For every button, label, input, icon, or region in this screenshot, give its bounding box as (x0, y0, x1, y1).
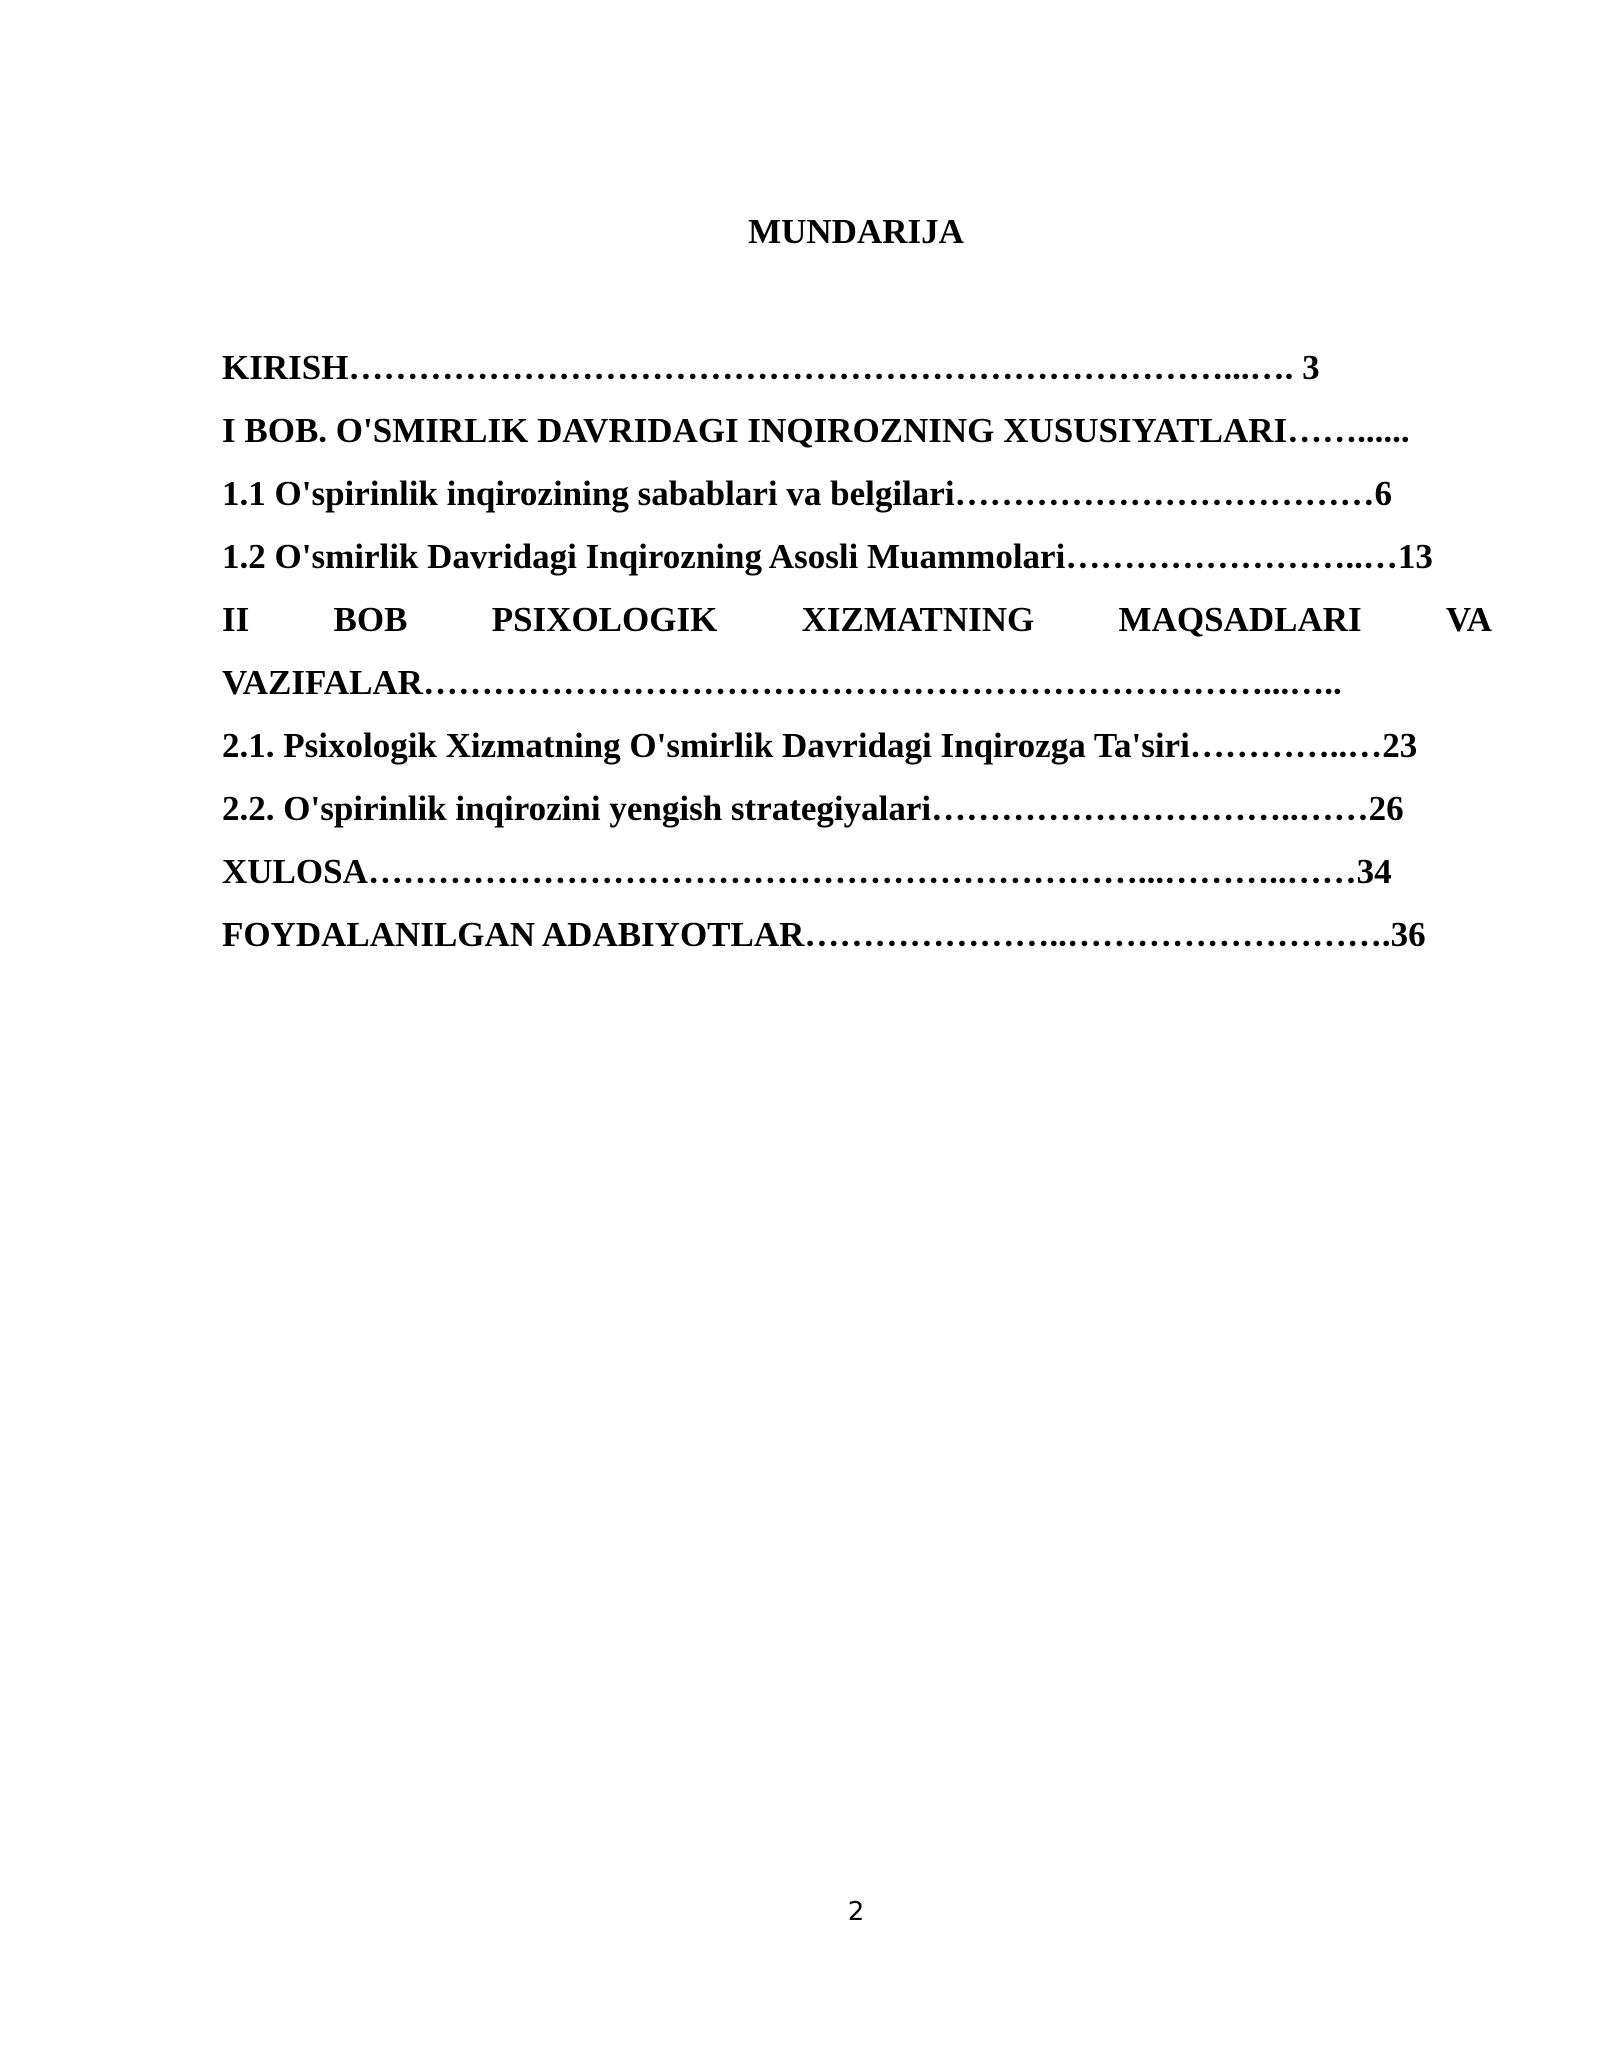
page-title: MUNDARIJA (748, 212, 964, 251)
toc-entry-chapter-2-line-2: VAZIFALAR………………………………………………………………...….. (222, 663, 1342, 702)
toc-word: II (222, 600, 250, 639)
toc-word: PSIXOLOGIK (491, 600, 718, 639)
toc-word: VA (1445, 600, 1492, 639)
toc-entry-section-1-1: 1.1 O'spirinlik inqirozining sabablari va belgilari………………………………6 (222, 474, 1393, 513)
toc-word: XIZMATNING (801, 600, 1035, 639)
toc-entry-section-2-2: 2.2. O'spirinlik inqirozini yengish strategiyalari…………………………..……26 (222, 789, 1404, 828)
toc-entry-section-2-1: 2.1. Psixologik Xizmatning O'smirlik Davridagi Inqirozga Ta'siri…………..…23 (222, 726, 1418, 765)
table-of-contents (222, 336, 1492, 966)
toc-entry-xulosa: XULOSA…………………………………………………………...………..……34 (222, 852, 1392, 891)
toc-entry-references: FOYDALANILGAN ADABIYOTLAR…………………..……………………….36 (222, 915, 1426, 954)
toc-word: BOB (333, 600, 408, 639)
toc-entry-section-1-2: 1.2 O'smirlik Davridagi Inqirozning Asosli Muammolari……………………..…13 (222, 537, 1433, 576)
toc-word: MAQSADLARI (1118, 600, 1362, 639)
toc-entry-chapter-2-line-1 (222, 588, 1492, 651)
page-number: 2 (847, 1897, 865, 1927)
toc-entry-chapter-1: I BOB. O'SMIRLIK DAVRIDAGI INQIROZNING XUSUSIYATLARI……...... (222, 411, 1410, 450)
toc-entry-kirish: KIRISH…………………………………………………………………...…. 3 (222, 348, 1320, 387)
